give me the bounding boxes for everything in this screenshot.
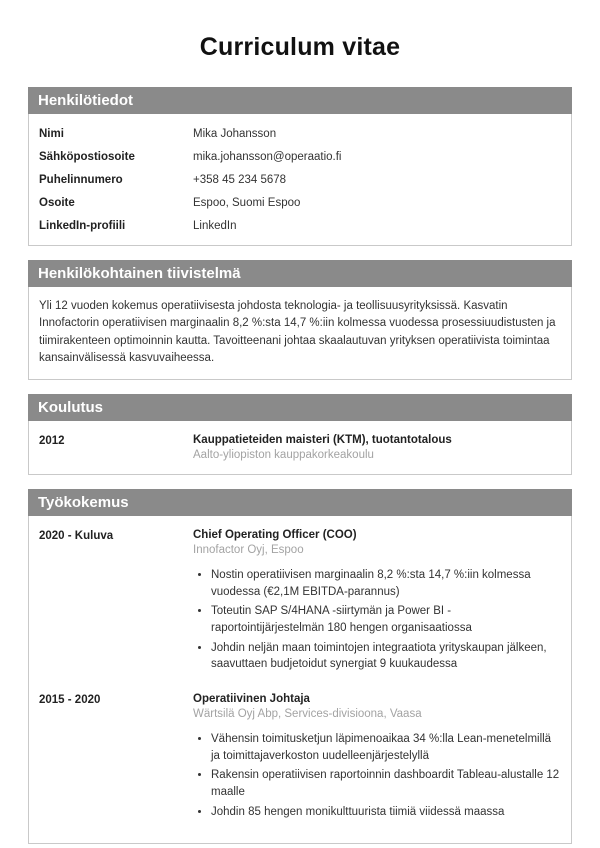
experience-role-coo: Chief Operating Officer (COO) [193, 528, 357, 541]
section-summary [28, 260, 572, 380]
education-entry [39, 429, 561, 466]
experience-bullet: • Vähensin toimitusketjun läpimenoaikaa 34 %:lla Lean-menetelmillä ja toimittajaverkoston uudelleenjärjestelyllä [211, 731, 561, 764]
experience-entry-main-ops-director [193, 693, 561, 830]
experience-entry-coo [39, 524, 561, 688]
experience-bullets-ops-director [193, 731, 561, 820]
education-school: Aalto-yliopiston kauppakorkeakoulu [193, 448, 374, 461]
info-label-name: Nimi [39, 127, 64, 140]
section-header-summary: Henkilökohtainen tiivistelmä [28, 260, 572, 287]
info-value-name: Mika Johansson [193, 127, 277, 140]
experience-bullet: • Nostin operatiivisen marginaalin 8,2 %:sta 14,7 %:iin kolmessa vuodessa (€2,1M EBITDA-parannus) [211, 567, 561, 600]
summary-text: Yli 12 vuoden kokemus operatiivisesta johdosta teknologia- ja teollisuusyrityksissä. Kasvatin Innofactorin operatiivisen marginaalin 8,2 %:sta 14,7 %:iin kolmessa vuodessa prosessiuudistusten ja tiimirakenteen optimoinnin kautta. Tavoitteenani johtaa skaalautuvan yrityksen operatiivista toimintaa kansainvälisessä kasvuvaiheessa. [39, 300, 556, 365]
info-value-email: mika.johansson@operaatio.fi [193, 150, 342, 163]
experience-bullet: • Johdin neljän maan toimintojen integraatiota yrityskaupan jälkeen, saavuttaen budjetoidut synergiat 9 kuukaudessa [211, 640, 561, 673]
education-entry-main [193, 434, 561, 461]
page-title: Curriculum vitae [199, 33, 401, 61]
section-education [28, 394, 572, 475]
experience-period-coo: 2020 - Kuluva [39, 529, 114, 542]
experience-period-ops-director: 2015 - 2020 [39, 693, 101, 706]
info-row-name [39, 122, 561, 145]
experience-bullet: • Rakensin operatiivisen raportoinnin dashboardit Tableau-alustalle 12 maalle [211, 767, 561, 800]
info-row-linkedin [39, 214, 561, 237]
education-degree: Kauppatieteiden maisteri (KTM), tuotantotalous [193, 433, 452, 446]
info-value-phone: +358 45 234 5678 [193, 173, 287, 186]
experience-bullets-coo [193, 567, 561, 673]
section-header-education: Koulutus [28, 394, 572, 421]
experience-role-ops-director: Operatiivinen Johtaja [193, 692, 310, 705]
experience-company-coo: Innofactor Oyj, Espoo [193, 543, 304, 556]
info-row-address [39, 191, 561, 214]
info-label-phone: Puhelinnumero [39, 173, 123, 186]
info-label-linkedin: LinkedIn-profiili [39, 219, 126, 232]
section-body-personal-info [28, 114, 572, 246]
info-label-email: Sähköpostiosoite [39, 150, 135, 163]
section-body-summary [28, 287, 572, 380]
section-header-experience: Työkokemus [28, 489, 572, 516]
section-header-personal-info: Henkilötiedot [28, 87, 572, 114]
education-period: 2012 [39, 434, 65, 447]
section-experience [28, 489, 572, 844]
section-body-experience [28, 516, 572, 844]
experience-company-ops-director: Wärtsilä Oyj Abp, Services-divisioona, Vaasa [193, 707, 422, 720]
section-personal-info [28, 87, 572, 246]
info-value-linkedin: LinkedIn [193, 219, 237, 232]
experience-entry-ops-director [39, 688, 561, 835]
info-row-email [39, 145, 561, 168]
info-value-address: Espoo, Suomi Espoo [193, 196, 301, 209]
experience-bullet: • Johdin 85 hengen monikulttuurista tiimiä viidessä maassa [211, 804, 561, 821]
info-label-address: Osoite [39, 196, 75, 209]
section-body-education [28, 421, 572, 475]
experience-bullet: • Toteutin SAP S/4HANA -siirtymän ja Power BI -raportointijärjestelmän 180 hengen organisaatiossa [211, 603, 561, 636]
experience-entry-main-coo [193, 529, 561, 683]
info-row-phone [39, 168, 561, 191]
